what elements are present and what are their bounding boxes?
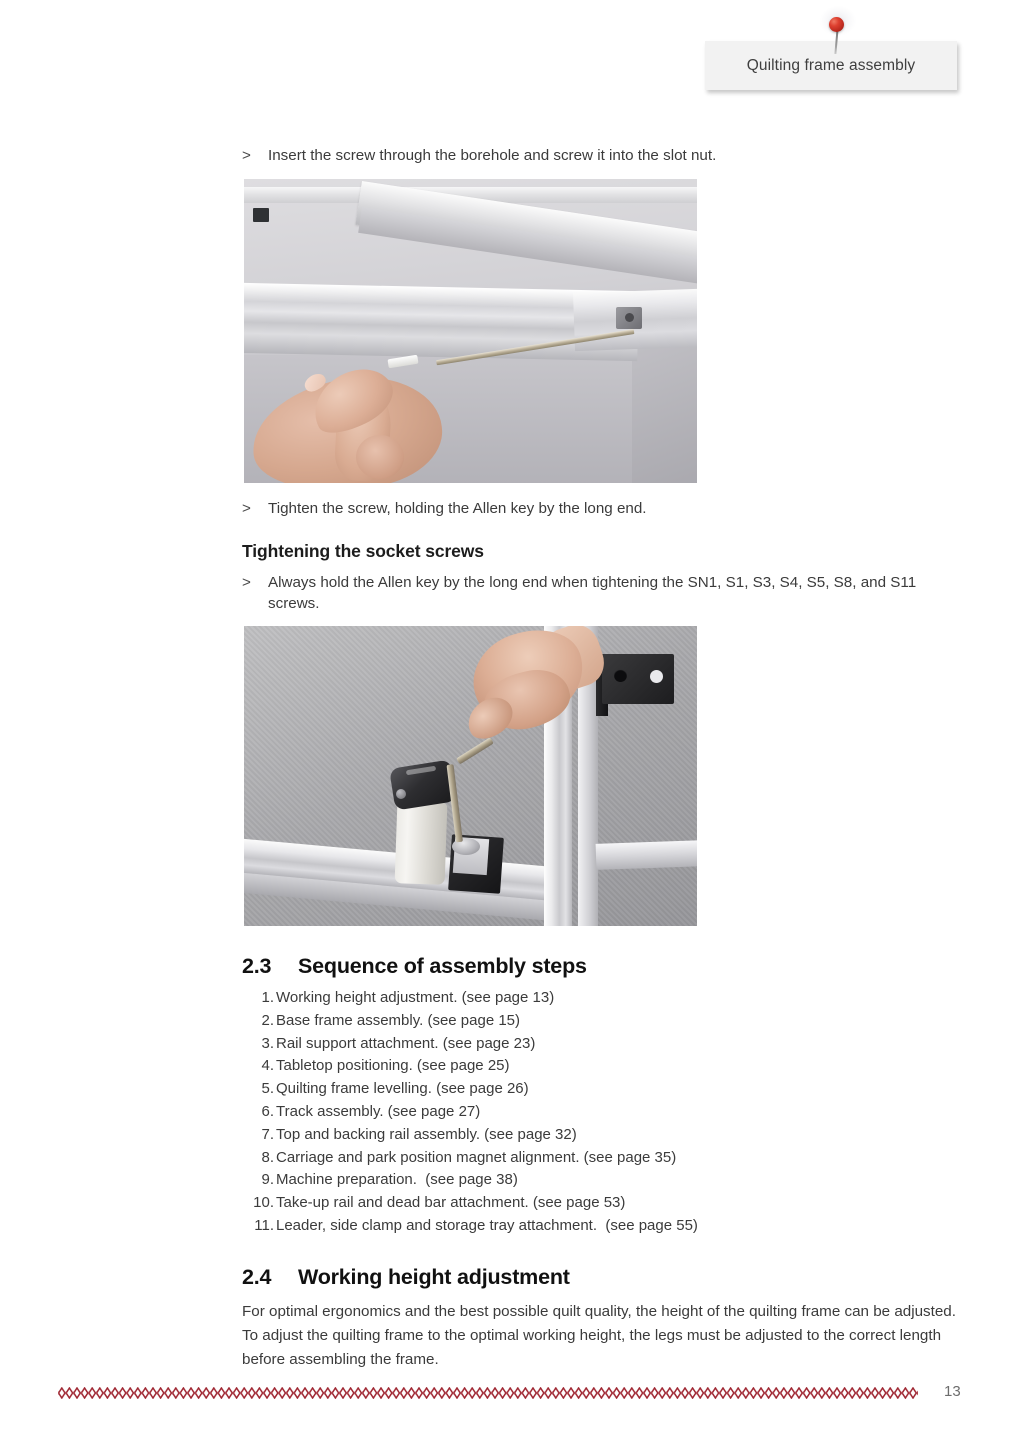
assembly-steps-list [250, 987, 968, 1238]
assembly-step-text: Top and backing rail assembly. (see page 32) [276, 1125, 577, 1143]
cross-stitch-svg [58, 1387, 918, 1399]
photo2-hand [450, 626, 590, 771]
instruction-bullet-2-text: Tighten the screw, holding the Allen key by the long end. [268, 499, 647, 517]
figure-insert-screw-photo [244, 179, 697, 483]
assembly-step-text: Leader, side clamp and storage tray attachment. (see page 55) [276, 1217, 698, 1235]
figure-tighten-socket-screw-photo [244, 626, 697, 926]
assembly-step-text: Base frame assembly. (see page 15) [276, 1011, 521, 1029]
photo1-right-panel [632, 329, 697, 483]
assembly-step-text: Carriage and park position magnet alignment. (see page 35) [276, 1148, 677, 1166]
section-heading-2-3 [242, 954, 968, 979]
section-number-2-3: 2.3 [242, 954, 272, 979]
assembly-step-text: Quilting frame levelling. (see page 26) [276, 1080, 529, 1098]
assembly-step-item [250, 1055, 968, 1078]
section-title-2-4: Working height adjustment [298, 1264, 570, 1289]
assembly-step-text: Working height adjustment. (see page 13) [276, 989, 555, 1007]
assembly-step-number: 3. [261, 1034, 274, 1052]
section-number-2-4: 2.4 [242, 1264, 272, 1289]
photo2-corner-bracket [602, 654, 674, 704]
assembly-step-number: 10. [253, 1194, 274, 1212]
assembly-step-text: Take-up rail and dead bar attachment. (see page 53) [276, 1194, 626, 1212]
assembly-step-number: 8. [261, 1148, 274, 1166]
assembly-step-item [250, 1078, 968, 1101]
assembly-step-number: 4. [261, 1057, 274, 1075]
assembly-step-number: 2. [261, 1011, 274, 1029]
assembly-step-number: 6. [261, 1103, 274, 1121]
page-number: 13 [944, 1383, 961, 1400]
photo1-hand-knuckle [356, 435, 404, 479]
assembly-step-number: 9. [261, 1171, 274, 1189]
photo2-right-beam [596, 840, 697, 870]
assembly-step-text: Tabletop positioning. (see page 25) [276, 1057, 510, 1075]
assembly-step-number: 7. [261, 1125, 274, 1143]
instruction-bullet-1-text: Insert the screw through the borehole and screw it into the slot nut. [268, 147, 717, 164]
bullet-marker-icon: > [242, 499, 251, 517]
assembly-step-text: Machine preparation. (see page 38) [276, 1171, 518, 1189]
page-content [242, 0, 968, 1372]
assembly-step-item [250, 1124, 968, 1147]
instruction-bullet-1 [242, 146, 968, 167]
instruction-bullet-2 [242, 499, 968, 520]
instruction-bullet-3 [242, 573, 968, 614]
assembly-step-item [250, 987, 968, 1010]
section-heading-2-4 [242, 1265, 968, 1290]
photo2-roller-post [395, 801, 448, 885]
bullet-marker-icon: > [242, 574, 251, 592]
assembly-step-number: 11. [254, 1217, 274, 1235]
photo2-bracket-hole-left [614, 669, 627, 682]
assembly-step-item [250, 1101, 968, 1124]
assembly-step-item [250, 1147, 968, 1170]
photo1-borehole [625, 313, 634, 322]
assembly-step-text: Track assembly. (see page 27) [276, 1103, 481, 1121]
photo2-roller-cap-screw [396, 789, 406, 799]
section-title-2-3: Sequence of assembly steps [298, 954, 587, 979]
bullet-marker-icon: > [242, 147, 251, 164]
assembly-step-item [250, 1010, 968, 1033]
assembly-step-item [250, 1033, 968, 1056]
photo1-end-cap [253, 208, 269, 222]
assembly-step-text: Rail support attachment. (see page 23) [276, 1034, 536, 1052]
cross-stitch-border-icon [58, 1386, 918, 1398]
assembly-step-item [250, 1169, 968, 1192]
subheading-tightening-socket-screws: Tightening the socket screws [242, 541, 484, 562]
photo1-hand [244, 337, 494, 483]
assembly-step-number: 1. [261, 989, 274, 1007]
assembly-step-item [250, 1192, 968, 1215]
photo2-bracket-hole-right [650, 670, 663, 683]
assembly-step-item [250, 1215, 968, 1238]
assembly-step-number: 5. [261, 1080, 274, 1098]
instruction-bullet-3-text: Always hold the Allen key by the long end when tightening the SN1, S1, S3, S4, S5, S8, and S11 screws. [268, 574, 917, 612]
section-2-4-paragraph: For optimal ergonomics and the best possible quilt quality, the height of the quilting frame can be adjusted. To adjust the quilting frame to the optimal working height, the legs must be adjusted to the correct length before assembling the frame. [242, 1302, 956, 1368]
header-tab-label: Quilting frame assembly [746, 56, 916, 74]
